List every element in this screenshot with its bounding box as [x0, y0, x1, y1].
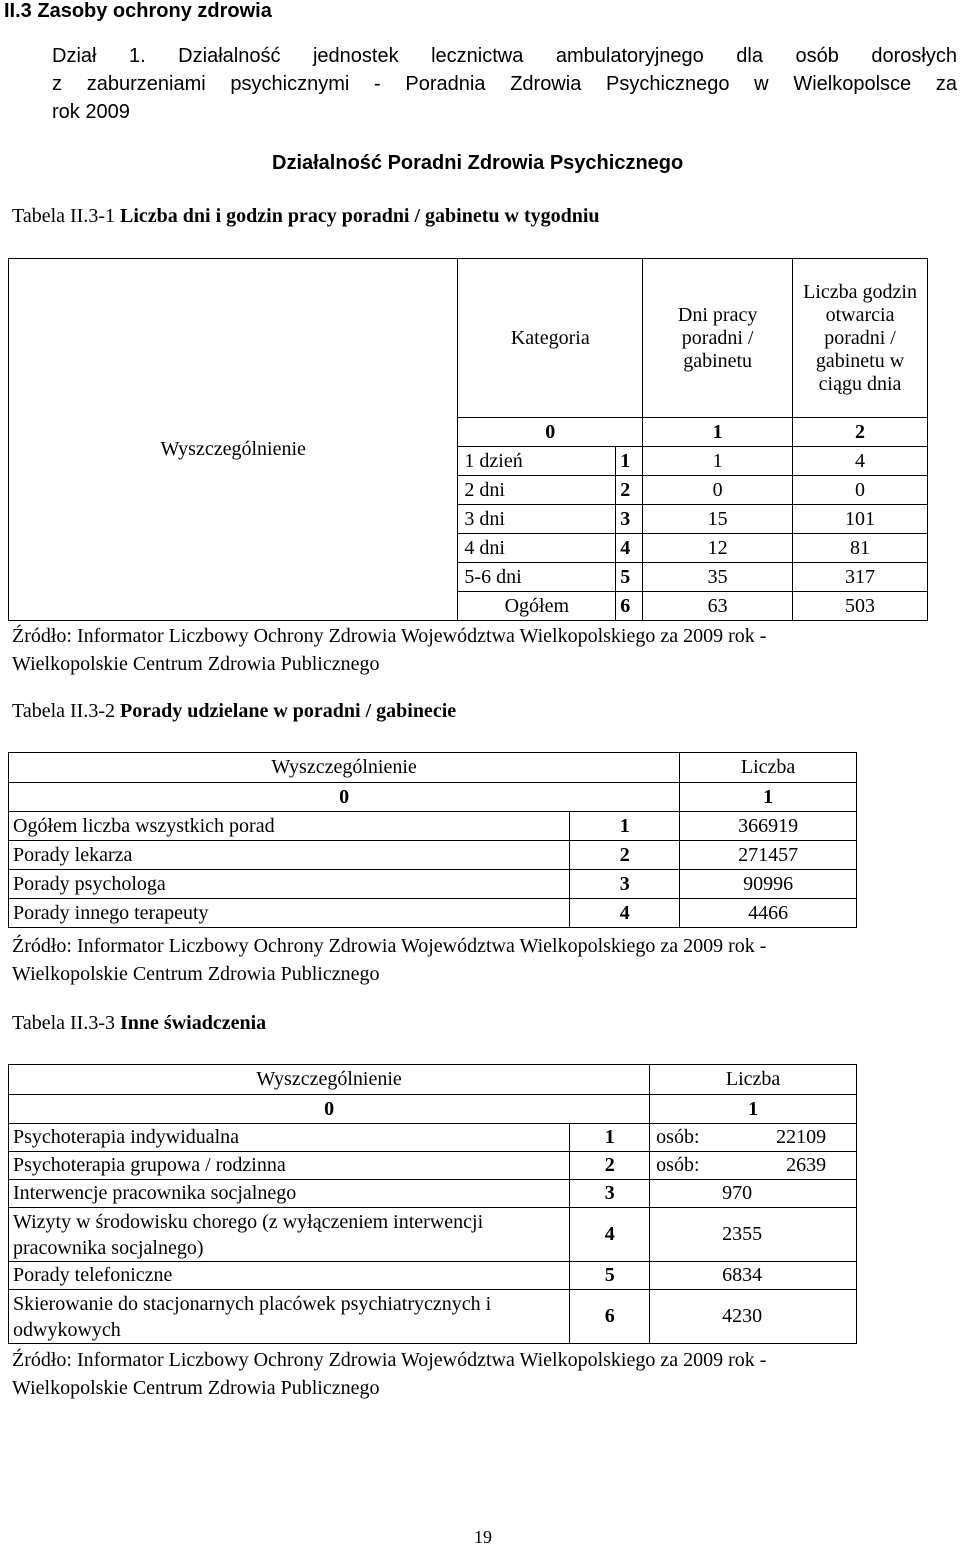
t3-header-wyszczegolnienie: Wyszczególnienie: [9, 1065, 650, 1095]
source-line-2: Wielkopolskie Centrum Zdrowia Publicznego: [12, 963, 380, 985]
t2-index-1: 1: [680, 783, 857, 812]
table1: [8, 258, 928, 621]
t1-row-dni: 1: [643, 447, 793, 476]
t1-row-godz: 317: [793, 563, 928, 592]
t1-header-dni: Dni pracy poradni / gabinetu: [643, 259, 793, 418]
table-row: [9, 870, 857, 899]
t1-index-2: 2: [793, 418, 928, 447]
t2-row-num: 3: [570, 870, 680, 899]
t2-row-label: Porady psychologa: [9, 870, 570, 899]
source-line-2: Wielkopolskie Centrum Zdrowia Publicznego: [12, 653, 380, 675]
t2-row-value: 90996: [680, 870, 857, 899]
table2-source: [12, 932, 766, 988]
t3-row-label: Wizyty w środowisku chorego (z wyłączeniem interwencji pracownika socjalnego): [9, 1208, 570, 1262]
t1-row-num: 5: [616, 563, 643, 592]
table-row: [9, 841, 857, 870]
t2-row-value: 4466: [680, 899, 857, 928]
t1-row-num: 2: [616, 476, 643, 505]
t1-row-dni: 63: [643, 592, 793, 621]
table-row: [9, 1290, 857, 1344]
t3-row-num: 3: [570, 1180, 650, 1208]
t1-row-num: 4: [616, 534, 643, 563]
t3-index-0: 0: [9, 1095, 650, 1124]
t2-row-num: 4: [570, 899, 680, 928]
t3-row-value: 22109: [776, 1126, 827, 1148]
t3-header-liczba: Liczba: [650, 1065, 857, 1095]
t1-row-godz: 4: [793, 447, 928, 476]
table2-caption-title: Porady udzielane w poradni / gabinecie: [120, 700, 457, 722]
table-row: [9, 899, 857, 928]
table-row: [9, 1124, 857, 1152]
t1-row-dni: 0: [643, 476, 793, 505]
dzial-line-3: rok 2009: [52, 101, 130, 123]
t2-row-num: 1: [570, 812, 680, 841]
table1-caption-title: Liczba dni i godzin pracy poradni / gabinetu w tygodniu: [120, 205, 600, 227]
t2-row-value: 366919: [680, 812, 857, 841]
section-title: II.3 Zasoby ochrony zdrowia: [4, 0, 272, 22]
source-line-1: Źródło: Informator Liczbowy Ochrony Zdrowia Województwa Wielkopolskiego za 2009 rok -: [12, 935, 767, 957]
table1-source: [12, 622, 766, 678]
t3-row-num: 2: [570, 1152, 650, 1180]
t1-row-label: Ogółem: [458, 592, 616, 621]
t1-row-num: 1: [616, 447, 643, 476]
t3-row-prefix: osób:: [656, 1154, 700, 1176]
table-row: [9, 1180, 857, 1208]
t2-row-label: Porady innego terapeuty: [9, 899, 570, 928]
t1-row-num: 3: [616, 505, 643, 534]
table-row: [9, 812, 857, 841]
t3-row-value: 4230: [650, 1290, 857, 1344]
t3-row-liczba: [650, 1124, 857, 1152]
t1-index-0: 0: [458, 418, 643, 447]
source-line-1: Źródło: Informator Liczbowy Ochrony Zdrowia Województwa Wielkopolskiego za 2009 rok -: [12, 625, 767, 647]
t3-row-liczba: [650, 1152, 857, 1180]
t1-row-godz: 0: [793, 476, 928, 505]
t3-row-label: Interwencje pracownika socjalnego: [9, 1180, 570, 1208]
t1-row-label: 5-6 dni: [458, 563, 616, 592]
t1-row-label: 4 dni: [458, 534, 616, 563]
t3-row-label: Psychoterapia grupowa / rodzinna: [9, 1152, 570, 1180]
t2-index-0: 0: [9, 783, 680, 812]
t3-row-num: 5: [570, 1262, 650, 1290]
t3-index-1: 1: [650, 1095, 857, 1124]
table3-caption-prefix: Tabela II.3-3: [12, 1012, 120, 1034]
t3-row-label: Psychoterapia indywidualna: [9, 1124, 570, 1152]
table3-caption-title: Inne świadczenia: [120, 1012, 267, 1034]
t3-row-label: Porady telefoniczne: [9, 1262, 570, 1290]
t1-row-dni: 35: [643, 563, 793, 592]
t1-row-godz: 503: [793, 592, 928, 621]
table3: [8, 1064, 857, 1344]
table1-caption-prefix: Tabela II.3-1: [12, 205, 120, 227]
t2-row-value: 271457: [680, 841, 857, 870]
table2: [8, 752, 857, 928]
table3-source: [12, 1346, 766, 1402]
table2-caption-prefix: Tabela II.3-2: [12, 700, 120, 722]
page-number: 19: [474, 1527, 492, 1547]
t1-header-kategoria: Kategoria: [458, 259, 643, 418]
t3-row-num: 6: [570, 1290, 650, 1344]
t3-row-num: 4: [570, 1208, 650, 1262]
t3-row-value: 6834: [650, 1262, 857, 1290]
t1-index-1: 1: [643, 418, 793, 447]
t1-row-godz: 81: [793, 534, 928, 563]
table1-caption: [12, 205, 600, 228]
t2-header-wyszczegolnienie: Wyszczególnienie: [9, 753, 680, 783]
t1-row-dni: 12: [643, 534, 793, 563]
t3-row-value: 2639: [786, 1154, 827, 1176]
table3-caption: [12, 1012, 266, 1035]
t2-header-liczba: Liczba: [680, 753, 857, 783]
dzial-line-2: z zaburzeniami psychicznymi - Poradnia Zdrowia Psychicznego w Wielkopolsce za: [52, 73, 957, 95]
source-line-2: Wielkopolskie Centrum Zdrowia Publicznego: [12, 1377, 380, 1399]
t1-row-dni: 15: [643, 505, 793, 534]
table-row: [9, 1208, 857, 1262]
t2-row-num: 2: [570, 841, 680, 870]
dzial-line-1: Dział 1. Działalność jednostek lecznictwa ambulatoryjnego dla osób dorosłych: [52, 45, 957, 67]
t3-row-value: 970: [650, 1180, 857, 1208]
t1-row-label: 1 dzień: [458, 447, 616, 476]
table-row: [9, 1152, 857, 1180]
t1-row-num: 6: [616, 592, 643, 621]
t1-row-label: 2 dni: [458, 476, 616, 505]
t2-row-label: Ogółem liczba wszystkich porad: [9, 812, 570, 841]
subheading: Działalność Poradni Zdrowia Psychicznego: [272, 152, 684, 174]
t1-row-godz: 101: [793, 505, 928, 534]
table2-caption: [12, 700, 456, 723]
dzial-heading: [52, 42, 957, 126]
t1-header-wyszczegolnienie: Wyszczególnienie: [9, 259, 458, 621]
t2-row-label: Porady lekarza: [9, 841, 570, 870]
t1-row-label: 3 dni: [458, 505, 616, 534]
t3-row-value: 2355: [650, 1208, 857, 1262]
table-row: [9, 1262, 857, 1290]
t3-row-label: Skierowanie do stacjonarnych placówek psychiatrycznych i odwykowych: [9, 1290, 570, 1344]
source-line-1: Źródło: Informator Liczbowy Ochrony Zdrowia Województwa Wielkopolskiego za 2009 rok -: [12, 1349, 767, 1371]
t1-header-godzin: Liczba godzin otwarcia poradni / gabinetu w ciągu dnia: [793, 259, 928, 418]
t3-row-prefix: osób:: [656, 1126, 700, 1148]
t3-row-num: 1: [570, 1124, 650, 1152]
